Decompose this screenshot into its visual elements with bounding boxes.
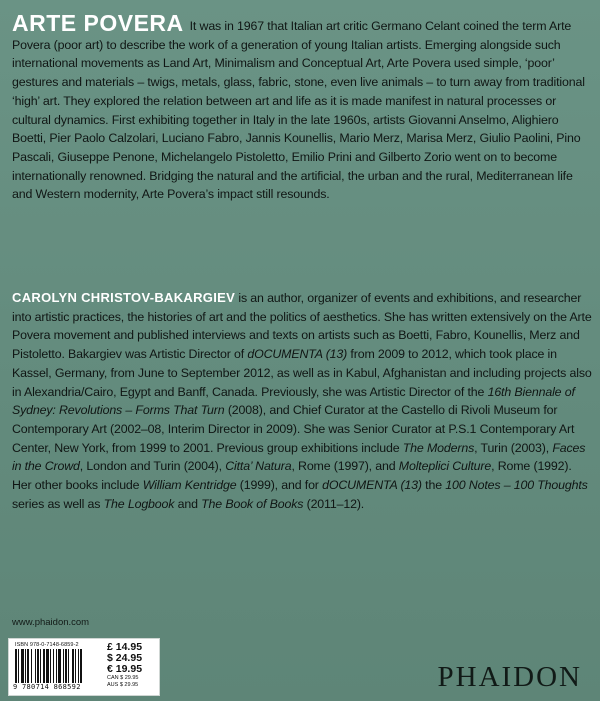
barcode-label: [8, 638, 160, 696]
author-biography: [12, 289, 592, 513]
price-can: CAN $ 29.95: [107, 675, 139, 681]
price-list: [107, 642, 155, 688]
bio-title-biennale: 16th Biennale of Sydney: Revolutions – Forms That Turn: [12, 384, 575, 418]
price-aus: AUS $ 29.95: [107, 681, 139, 688]
bio-text-7: , Rome (1992). Her other books include: [12, 459, 572, 493]
publisher-logo: PHAIDON: [437, 661, 582, 693]
bio-text-1: is an author, organizer of events and exhibitions, and researcher into artistic practices, the histories of art and the politics of aesthetics. She has written extensively on the Arte Povera movement and published interviews and texts on artists such as Boetti, Fabro, Kounellis, Merz and Pistoletto. Bakargiev was Artistic Director of: [12, 291, 592, 362]
bio-title-faces: Faces in the Crowd: [12, 440, 586, 474]
author-name: CAROLYN CHRISTOV-BAKARGIEV: [12, 290, 236, 305]
barcode-digits: 9 780714 868592: [13, 683, 81, 691]
price-usd: $ 24.95: [107, 652, 143, 664]
bio-title-logbook: The Logbook: [103, 496, 175, 511]
bio-text-8: (1999), and for: [236, 478, 323, 493]
book-title: ARTE POVERA: [12, 10, 184, 36]
bio-title-kentridge: William Kentridge: [142, 478, 237, 493]
bio-text-4: , Turin (2003),: [474, 440, 553, 455]
bio-title-documenta: dOCUMENTA (13): [247, 347, 348, 362]
bio-title-molteplici: Molteplici Culture: [398, 459, 492, 474]
bio-title-documenta-2: dOCUMENTA (13): [322, 478, 422, 493]
isbn-number: ISBN 978-0-7148-6859-2: [15, 642, 79, 648]
bio-title-citta: Citta’ Natura: [225, 459, 292, 474]
publisher-website: www.phaidon.com: [12, 617, 90, 628]
bio-text-10: series as well as: [12, 496, 104, 511]
description-text: It was in 1967 that Italian art critic Germano Celant coined the term Arte Povera (poor art) to describe the work of a generation of young Italian artists. Emerging alongside such international movements as Land Art, Minimalism and Conceptual Art, Arte Povera used simple, ‘poor’ gestures and materials – twigs, metals, glass, fabric, stone, even live animals – to turn away from traditional ‘high’ art. They explored the relation between art and life as it is made manifest in natural processes or cultural dynamics. First exhibiting together in Italy in the late 1960s, artists Giovanni Anselmo, Alighiero Boetti, Pier Paolo Calzolari, Luciano Fabro, Jannis Kounellis, Mario Merz, Marisa Merz, Giulio Paolini, Pino Pascali, Giuseppe Penone, Michelangelo Pistoletto, Emilio Prini and Gilberto Zorio went on to become internationally renowned. Bridging the natural and the artificial, the urban and the rural, Mediterranean life and Western modernity, Arte Povera’s impact still resounds.: [12, 19, 585, 202]
price-gbp: £ 14.95: [107, 641, 143, 653]
bio-text-11: and: [174, 496, 202, 511]
bio-text-5: , London and Turin (2004),: [79, 459, 226, 474]
bio-text-6: , Rome (1997), and: [291, 459, 399, 474]
barcode-icon: [15, 649, 103, 683]
arte-povera-description: [12, 10, 592, 204]
bio-text-12: (2011–12).: [303, 496, 365, 511]
bio-text-3: (2008), and Chief Curator at the Castello di Rivoli Museum for Contemporary Art (2002–08, Interim Director in 2009). She was Senior Curator at P.S.1 Contemporary Art Center, New York, from 1999 to 2001. Previous group exhibitions include: [12, 403, 575, 455]
bio-title-notes: 100 Notes – 100 Thoughts: [445, 478, 588, 493]
price-eur: € 19.95: [107, 663, 143, 675]
bio-title-moderns: The Moderns: [402, 440, 475, 455]
bio-text-2: from 2009 to 2012, which took place in Kassel, Germany, from June to September 2012, as well as in Kabul, Afghanistan and including projects also in Alexandria/Cairo, Egypt and Banff, Canada. Previously, she was Artistic Director of the: [12, 347, 592, 399]
bio-text-9: the: [421, 478, 446, 493]
bio-title-book-of-books: The Book of Books: [201, 496, 304, 511]
